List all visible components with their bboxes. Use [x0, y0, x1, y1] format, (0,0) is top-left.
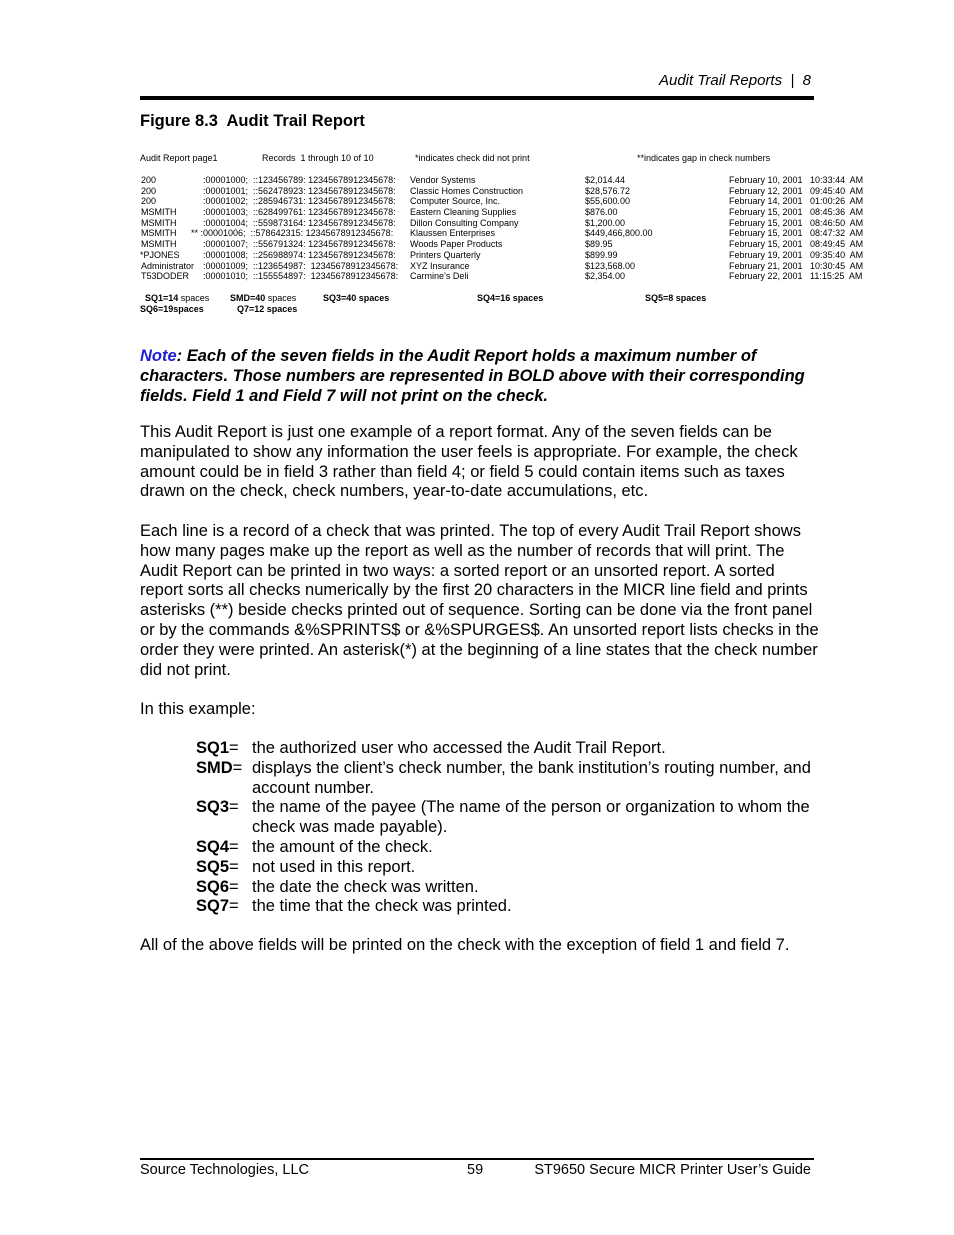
row-check: :00001008; ::256988974: 12345678912345678:	[203, 249, 396, 260]
paragraph-record-lines: Each line is a record of a check that was printed. The top of every Audit Trail Report shows how many pages make up the report as well as the number of records that will print. The Audit Report can be printed in two ways: a sorted report or an unsorted report. A sorted report sorts all checks numerically by the first 20 characters in the MICR line field and prints asterisks (**) beside checks printed out of sequence. Sorting can be done via the front panel or by the commands &%SPRINTS$ or &%SPURGES$. An unsorted report lists checks in the order they were printed. An asterisk(*) at the beginning of a line states that the check number did not print.	[140, 522, 819, 679]
row-check: :00001000; ::123456789: 12345678912345678:	[203, 175, 396, 185]
paragraph-in-this-example: In this example:	[140, 700, 256, 718]
report-asterisk-note: *indicates check did not print	[415, 153, 530, 163]
definition-term: SMD	[196, 758, 233, 777]
row-payee: Woods Paper Products	[410, 239, 503, 250]
definition-item: SQ1= the authorized user who accessed the Audit Trail Report.	[196, 739, 816, 759]
row-check: :00001010; ::155554897: 12345678912345678:	[203, 271, 399, 282]
row-datetime: February 12, 2001 09:45:40 AM	[729, 185, 864, 196]
row-datetime: February 15, 2001 08:45:36 AM	[729, 207, 864, 218]
note-label: Note	[140, 347, 177, 365]
legend-sq5: SQ5=8 spaces	[645, 293, 707, 303]
definition-term: SQ6	[196, 877, 230, 896]
definition-desc: the authorized user who accessed the Audit Trail Report.	[252, 739, 666, 757]
row-amount: $28,576.72	[585, 185, 631, 196]
report-records-label: Records 1 through 10 of 10	[262, 153, 374, 163]
row-datetime: February 10, 2001 10:33:44 AM	[729, 175, 864, 185]
definition-item: SQ5= not used in this report.	[196, 858, 816, 878]
row-payee: Carmine’s Deli	[410, 271, 469, 282]
definition-term: SQ7	[196, 897, 230, 916]
note-paragraph	[140, 346, 820, 406]
row-check: :00001002; ::285946731: 12345678912345678:	[203, 196, 396, 207]
legend-sq6: SQ6=19spaces	[140, 304, 204, 314]
row-user: MSMITH	[141, 207, 177, 218]
row-check: :00001004; ::559873164: 12345678912345678:	[203, 217, 396, 228]
row-datetime: February 15, 2001 08:47:32 AM	[729, 228, 864, 239]
definition-term: SQ5	[196, 857, 230, 876]
definition-item: SMD= displays the client’s check number, the bank institution’s routing number, and account number.	[196, 759, 816, 799]
definition-term: SQ3	[196, 798, 230, 817]
row-amount: $123,568.00	[585, 260, 636, 271]
row-check: ** :00001006; ::578642315: 12345678912345678:	[191, 228, 394, 239]
field-definitions	[196, 739, 816, 917]
legend-sq4: SQ4=16 spaces	[477, 293, 544, 303]
report-page-label: Audit Report page1	[140, 153, 218, 163]
row-amount: $2,014.44	[585, 175, 626, 185]
row-user: MSMITH	[141, 217, 177, 228]
row-user: T53DODER	[141, 271, 190, 282]
definition-item: SQ6= the date the check was written.	[196, 878, 816, 898]
row-payee: Dillon Consulting Company	[410, 217, 519, 228]
row-check: :00001003; ::628499761: 12345678912345678:	[203, 207, 396, 218]
row-payee: Klaussen Enterprises	[410, 228, 496, 239]
row-user: MSMITH	[141, 239, 177, 250]
row-datetime: February 19, 2001 09:35:40 AM	[729, 249, 864, 260]
row-payee: Classic Homes Construction	[410, 185, 524, 196]
row-payee: Vendor Systems	[410, 175, 476, 185]
paragraph-report-format: This Audit Report is just one example of a report format. Any of the seven fields can be manipulated to show any information the user feels is appropriate. For example, the check amount could be in field 3 rather than field 4; or field 5 could contain items such as taxes drawn on the check, check numbers, year-to-date accumulations, etc.	[140, 423, 798, 501]
note-text: : Each of the seven fields in the Audit Report holds a maximum number of characters. Those numbers are represented in BOLD above with their corresponding fields. Field 1 and Field 7 will not print on the check.	[140, 347, 805, 405]
header-rule	[140, 96, 814, 100]
definition-desc: the name of the payee (The name of the person or organization to whom the check was made payable).	[252, 798, 810, 837]
definition-desc: not used in this report.	[252, 857, 416, 876]
definition-term: SQ4	[196, 837, 230, 856]
row-amount: $899.99	[585, 249, 618, 260]
legend-q7: Q7=12 spaces	[237, 304, 298, 314]
definition-item: SQ7= the time that the check was printed.	[196, 897, 816, 917]
row-datetime: February 15, 2001 08:49:45 AM	[729, 239, 864, 250]
row-amount: $1,200.00	[585, 217, 626, 228]
legend-smd: SMD=40 spaces	[230, 293, 297, 303]
footer-company: Source Technologies, LLC	[140, 1162, 310, 1178]
row-payee: XYZ Insurance	[410, 260, 470, 271]
row-datetime: February 14, 2001 01:00:26 AM	[729, 196, 864, 207]
row-datetime: February 15, 2001 08:46:50 AM	[729, 217, 864, 228]
row-amount: $876.00	[585, 207, 618, 218]
row-datetime: February 22, 2001 11:15:25 AM	[729, 271, 863, 282]
row-user: 200	[141, 196, 157, 207]
row-amount: $449,466,800.00	[585, 228, 653, 239]
row-payee: Eastern Cleaning Supplies	[410, 207, 517, 218]
row-user: Administrator	[141, 260, 195, 271]
definition-desc: displays the client’s check number, the bank institution’s routing number, and account number.	[252, 758, 811, 797]
footer-rule	[140, 1158, 814, 1160]
row-check: :00001009; ::123654987: 12345678912345678:	[203, 260, 399, 271]
definition-term: SQ1	[196, 739, 230, 757]
legend-sq1: SQ1=14 spaces	[145, 293, 210, 303]
row-amount: $89.95	[585, 239, 613, 250]
row-user: 200	[141, 175, 157, 185]
definition-item: SQ3= the name of the payee (The name of the person or organization to whom the check was made payable).	[196, 798, 816, 838]
row-user: *PJONES	[140, 249, 180, 260]
definition-desc: the date the check was written.	[252, 877, 479, 896]
legend-sq3: SQ3=40 spaces	[323, 293, 390, 303]
page-number: 59	[467, 1162, 484, 1178]
row-amount: $2,354.00	[585, 271, 626, 282]
definition-item: SQ4= the amount of the check.	[196, 838, 816, 858]
definition-desc: the time that the check was printed.	[252, 897, 512, 916]
row-datetime: February 21, 2001 10:30:45 AM	[729, 260, 864, 271]
running-header: Audit Trail Reports | 8	[658, 72, 811, 89]
row-user: MSMITH	[141, 228, 177, 239]
footer-guide-title: ST9650 Secure MICR Printer User’s Guide	[534, 1162, 811, 1178]
row-check: :00001007; ::556791324: 12345678912345678:	[203, 239, 396, 250]
figure-title: Figure 8.3 Audit Trail Report	[140, 112, 365, 130]
row-payee: Printers Quarterly	[410, 249, 481, 260]
row-check: :00001001; ::562478923: 12345678912345678:	[203, 185, 396, 196]
row-payee: Computer Source, Inc.	[410, 196, 501, 207]
paragraph-field-exception: All of the above fields will be printed on the check with the exception of field 1 and field 7.	[140, 936, 790, 954]
definition-desc: the amount of the check.	[252, 837, 433, 856]
row-amount: $55,600.00	[585, 196, 631, 207]
report-double-asterisk-note: **indicates gap in check numbers	[637, 153, 771, 163]
row-user: 200	[141, 185, 157, 196]
